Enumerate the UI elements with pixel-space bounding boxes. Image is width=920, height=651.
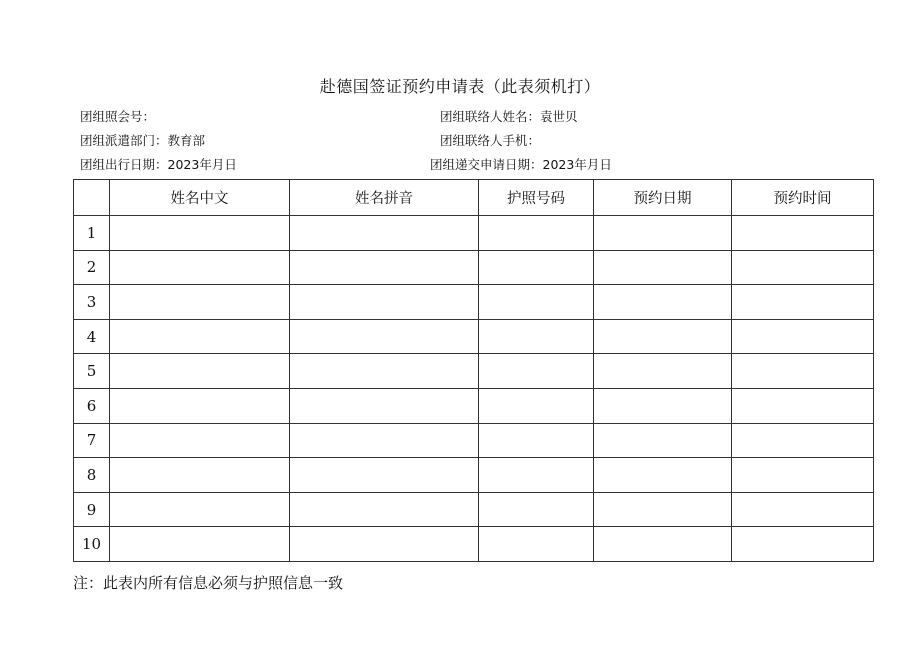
passport-number-cell[interactable] [479,492,594,527]
name-pinyin-cell[interactable] [290,388,479,423]
submit-date-label: 团组递交申请日期： [430,157,543,172]
appointment-date-cell[interactable] [594,216,732,251]
departure-date-field [80,155,237,173]
appointment-time-cell[interactable] [732,285,874,320]
header-name-chinese: 姓名中文 [110,180,290,216]
appointment-date-cell[interactable] [594,250,732,285]
contact-name-value: 袁世贝 [540,109,578,124]
header-appointment-date: 预约日期 [594,180,732,216]
table-row [74,527,874,562]
submit-date-field [430,155,612,173]
appointment-time-cell[interactable] [732,527,874,562]
name-chinese-cell[interactable] [110,216,290,251]
appointment-time-cell[interactable] [732,319,874,354]
name-chinese-cell[interactable] [110,285,290,320]
name-chinese-cell[interactable] [110,319,290,354]
footnote: 注：此表内所有信息必须与护照信息一致 [73,574,344,592]
passport-number-cell[interactable] [479,285,594,320]
row-number: 10 [74,527,110,562]
header-name-pinyin: 姓名拼音 [290,180,479,216]
row-number: 5 [74,354,110,389]
contact-phone-field [440,131,540,149]
name-chinese-cell[interactable] [110,423,290,458]
header-passport-number: 护照号码 [479,180,594,216]
row-number: 9 [74,492,110,527]
table-header-row [74,180,874,216]
passport-number-cell[interactable] [479,423,594,458]
table-row [74,285,874,320]
passport-number-cell[interactable] [479,388,594,423]
contact-name-label: 团组联络人姓名： [440,109,541,124]
appointment-table [73,179,874,562]
appointment-date-cell[interactable] [594,458,732,493]
appointment-date-cell[interactable] [594,354,732,389]
passport-number-cell[interactable] [479,216,594,251]
dispatch-dept-label: 团组派遣部门： [80,133,168,148]
submit-date-value: 2023年月日 [542,157,612,172]
name-pinyin-cell[interactable] [290,319,479,354]
name-chinese-cell[interactable] [110,492,290,527]
name-pinyin-cell[interactable] [290,285,479,320]
row-number: 1 [74,216,110,251]
name-chinese-cell[interactable] [110,354,290,389]
info-row-3 [0,155,920,175]
departure-date-label: 团组出行日期： [80,157,168,172]
table-row [74,319,874,354]
appointment-date-cell[interactable] [594,285,732,320]
passport-number-cell[interactable] [479,527,594,562]
appointment-time-cell[interactable] [732,216,874,251]
appointment-time-cell[interactable] [732,492,874,527]
appointment-time-cell[interactable] [732,458,874,493]
header-appointment-time: 预约时间 [732,180,874,216]
appointment-time-cell[interactable] [732,250,874,285]
row-number: 2 [74,250,110,285]
appointment-time-cell[interactable] [732,423,874,458]
row-number: 3 [74,285,110,320]
row-number: 6 [74,388,110,423]
departure-date-value: 2023年月日 [167,157,237,172]
page-title: 赴德国签证预约申请表（此表须机打） [319,77,601,96]
dispatch-dept-value: 教育部 [167,133,206,148]
appointment-date-cell[interactable] [594,527,732,562]
row-number: 4 [74,319,110,354]
row-number: 8 [74,458,110,493]
appointment-date-cell[interactable] [594,492,732,527]
name-pinyin-cell[interactable] [290,216,479,251]
name-chinese-cell[interactable] [110,388,290,423]
name-pinyin-cell[interactable] [290,354,479,389]
table-row [74,354,874,389]
appointment-date-cell[interactable] [594,388,732,423]
appointment-time-cell[interactable] [732,388,874,423]
header-index [74,180,110,216]
appointment-time-cell[interactable] [732,354,874,389]
info-row-1 [0,107,920,127]
appointment-date-cell[interactable] [594,423,732,458]
passport-number-cell[interactable] [479,458,594,493]
info-row-2 [0,131,920,151]
name-pinyin-cell[interactable] [290,527,479,562]
contact-phone-label: 团组联络人手机： [440,133,541,148]
table-row [74,423,874,458]
row-number: 7 [74,423,110,458]
passport-number-cell[interactable] [479,250,594,285]
contact-name-field [440,107,578,125]
name-pinyin-cell[interactable] [290,423,479,458]
name-chinese-cell[interactable] [110,458,290,493]
name-pinyin-cell[interactable] [290,458,479,493]
name-pinyin-cell[interactable] [290,492,479,527]
name-chinese-cell[interactable] [110,527,290,562]
name-pinyin-cell[interactable] [290,250,479,285]
table-row [74,250,874,285]
table-row [74,216,874,251]
table-row [74,492,874,527]
table-row [74,388,874,423]
passport-number-cell[interactable] [479,319,594,354]
passport-number-cell[interactable] [479,354,594,389]
dispatch-dept-field [80,131,205,149]
name-chinese-cell[interactable] [110,250,290,285]
group-reservation-label: 团组照会号： [80,109,156,124]
group-reservation-field [80,107,155,125]
table-row [74,458,874,493]
appointment-date-cell[interactable] [594,319,732,354]
